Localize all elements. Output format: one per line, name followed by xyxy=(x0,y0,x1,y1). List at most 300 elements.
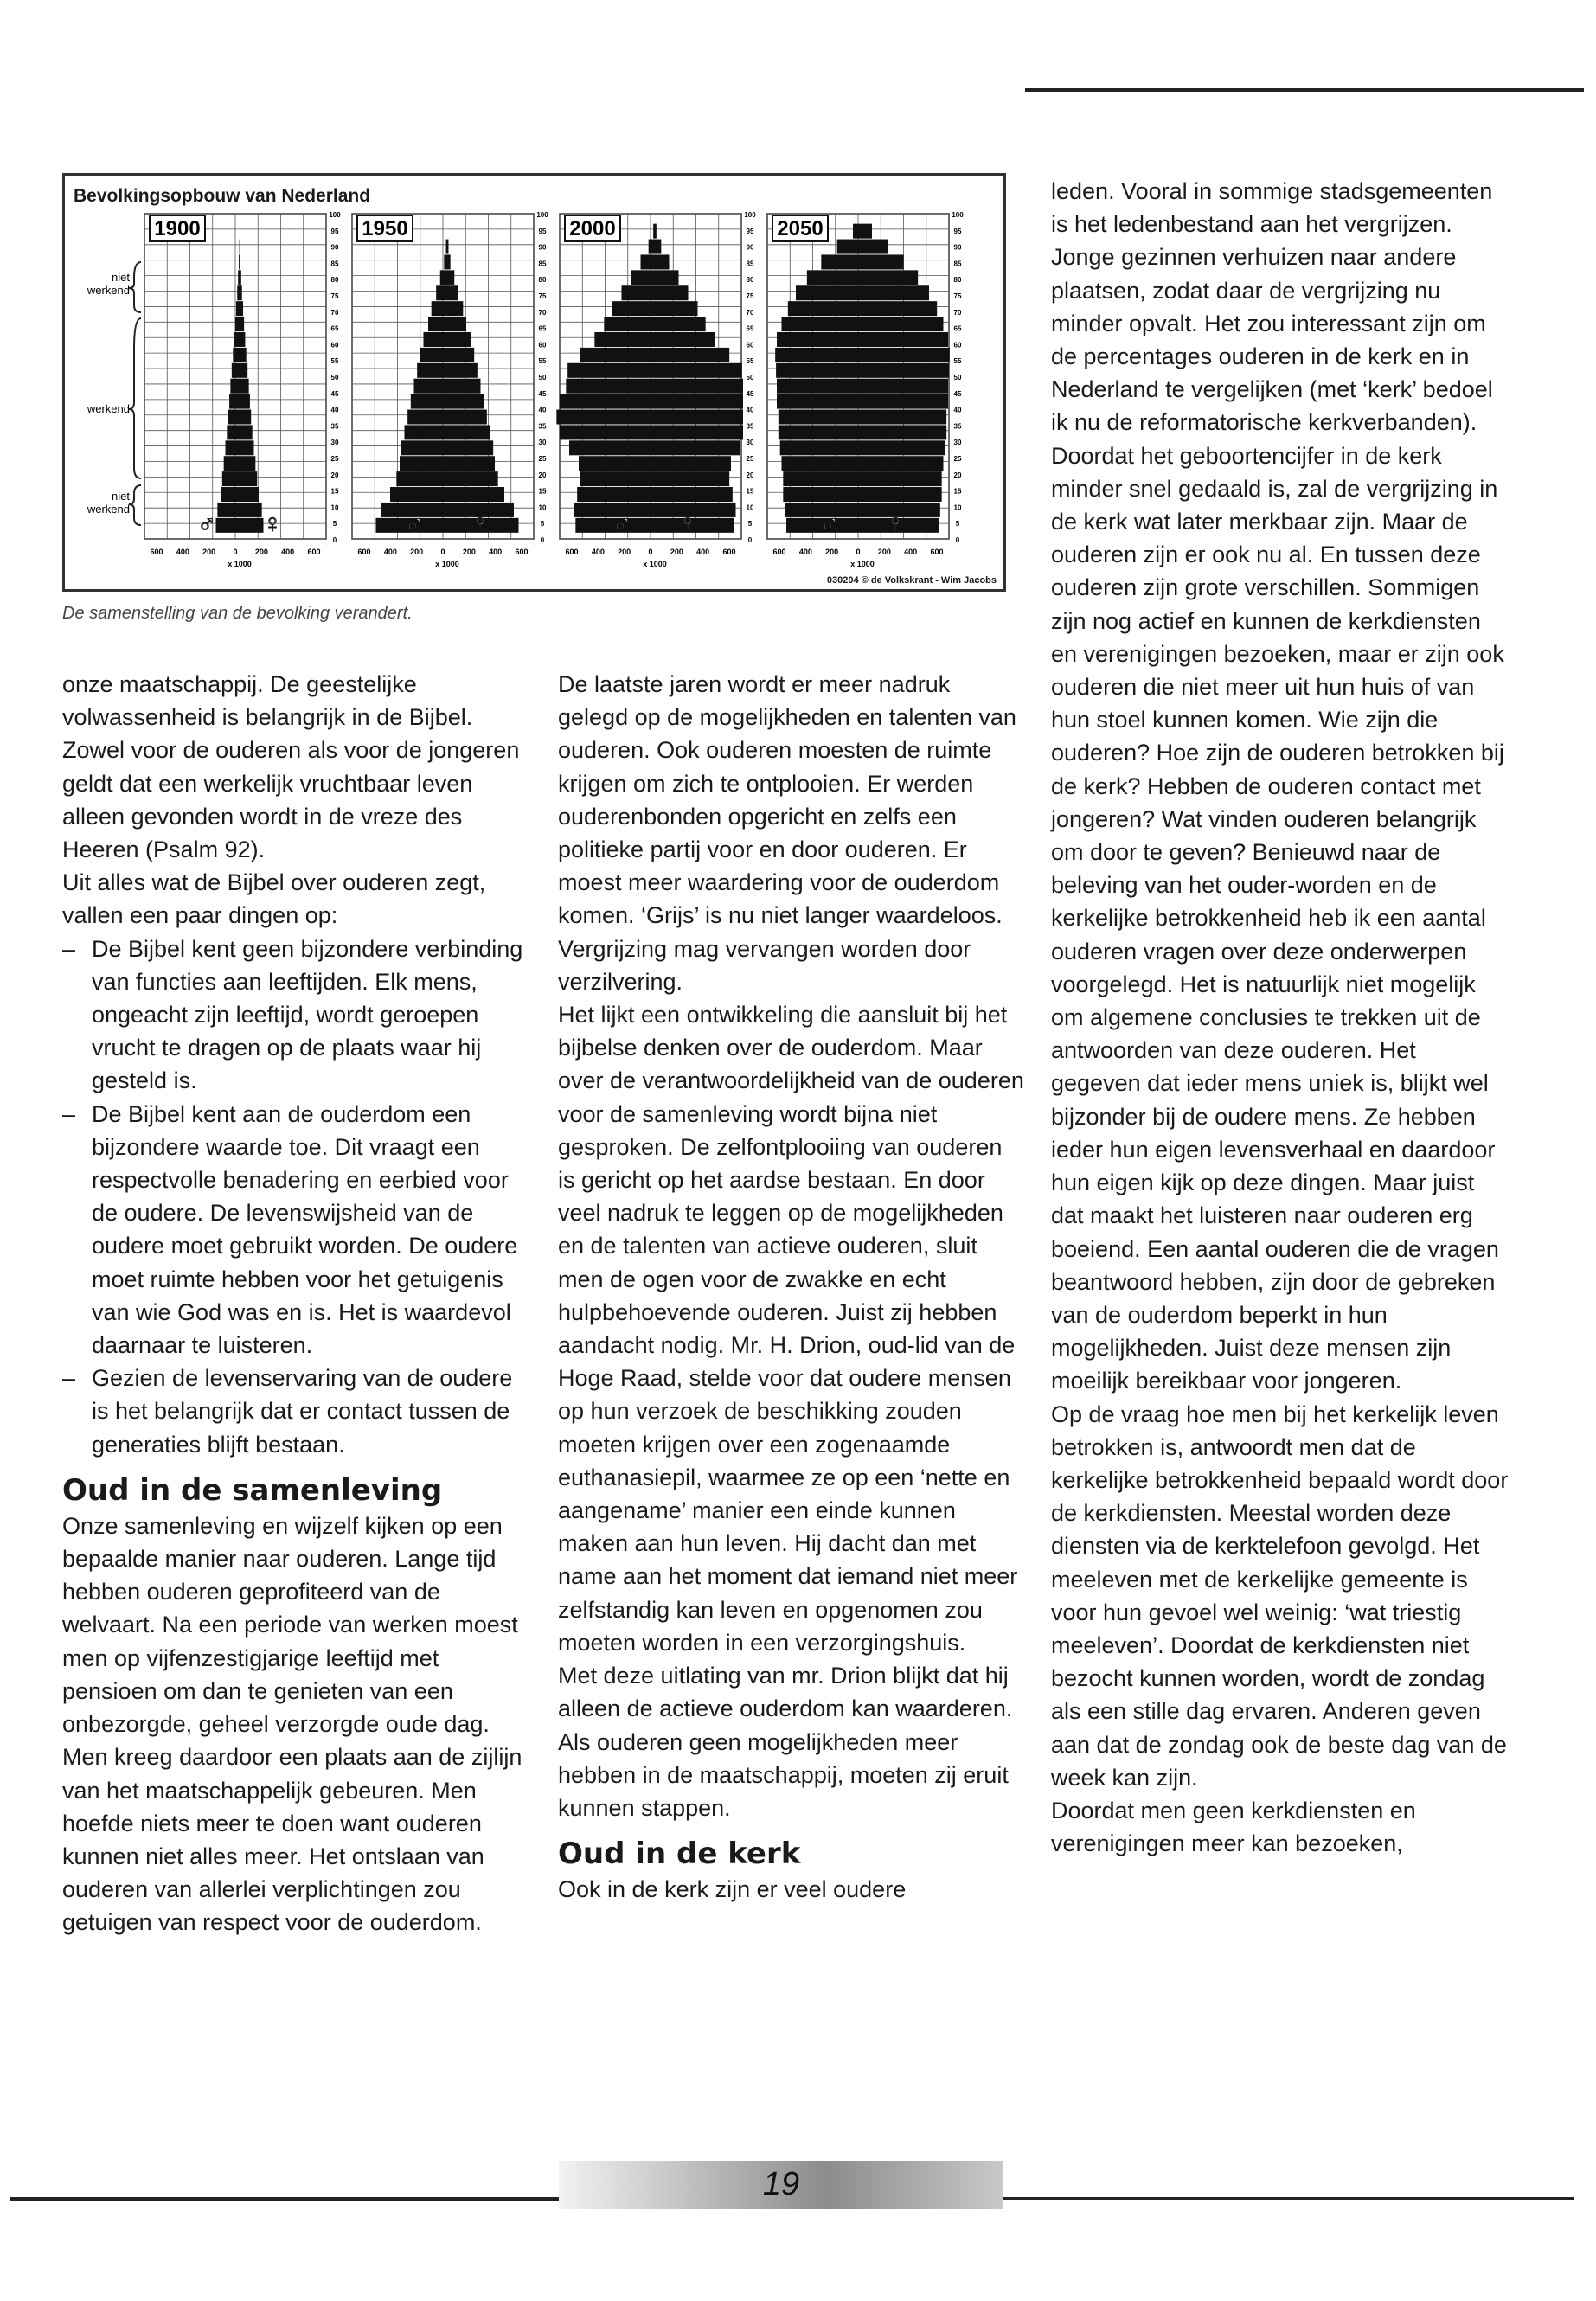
x-tick: 200 xyxy=(670,548,683,556)
x-tick: 600 xyxy=(722,548,736,556)
bar-female xyxy=(655,348,729,362)
bar-female xyxy=(862,440,945,455)
age-tick: 60 xyxy=(538,341,547,349)
bar-female xyxy=(655,285,689,300)
bar-male xyxy=(796,285,862,300)
col3-paragraph-3: Doordat men geen kerkdiensten en verenigingen meer kan bezoeken, xyxy=(1051,1797,1416,1857)
age-tick: 55 xyxy=(330,357,339,366)
age-tick: 10 xyxy=(330,503,339,512)
bar-male xyxy=(436,285,447,300)
label-niet-top-2: werkend xyxy=(87,284,130,297)
bar-male xyxy=(232,363,240,378)
bar-female xyxy=(862,425,946,439)
x-tick: 600 xyxy=(150,548,163,556)
age-tick: 25 xyxy=(953,455,962,463)
bar-female xyxy=(240,456,255,471)
bar-male xyxy=(782,456,863,471)
bar-male xyxy=(777,394,862,409)
age-tick: 55 xyxy=(538,357,547,366)
x-tick: 600 xyxy=(565,548,579,556)
age-tick: 95 xyxy=(746,227,754,235)
x-tick: 200 xyxy=(410,548,424,556)
bar-female xyxy=(862,254,904,269)
bar-male xyxy=(837,240,862,254)
heading-oud-in-de-kerk: Oud in de kerk xyxy=(558,1836,801,1872)
age-tick: 70 xyxy=(746,308,754,317)
col1-paragraph-1: onze maatschappij. De geestelijke volwassenheid is belangrijk in de Bijbel. Zowel voor de ouderen als voor de jongeren geldt dat een werkelijk vruchtbaar leven alleen gevonden wordt in de vreze des Heeren (Psalm 92). xyxy=(62,671,520,863)
x-tick: 400 xyxy=(904,548,918,556)
bar-male xyxy=(779,409,862,424)
age-tick: 20 xyxy=(746,471,754,479)
bar-female xyxy=(240,348,247,362)
list-item: – De Bijbel kent aan de ouderdom een bijzondere waarde toe. Dit vraagt een respectvolle benadering en eerbied voor de oudere. De levenswijsheid van de oudere moet gebruikt worden. De oudere moet ruimte hebben voor het getuigenis van wie God was en is. Het is waardevol daarnaar te luisteren. xyxy=(62,1098,529,1362)
bar-male xyxy=(853,224,862,239)
female-symbol: ♀ xyxy=(677,510,698,538)
age-tick: 75 xyxy=(538,292,547,300)
age-tick: 45 xyxy=(953,389,962,398)
age-tick: 15 xyxy=(330,487,339,496)
x-tick: 400 xyxy=(798,548,812,556)
figure-credit: 030204 © de Volkskrant - Wim Jacobs xyxy=(826,575,997,586)
x-unit: x 1000 xyxy=(435,560,459,568)
figure-caption: De samenstelling van de bevolking verandert. xyxy=(62,604,413,623)
bar-male xyxy=(234,332,240,347)
age-tick: 95 xyxy=(538,227,547,235)
age-tick: 90 xyxy=(330,243,339,252)
brace-top xyxy=(129,262,141,312)
bar-male xyxy=(807,270,862,285)
bar-female xyxy=(655,425,750,439)
bar-female xyxy=(655,363,742,378)
age-tick: 70 xyxy=(330,308,339,317)
bar-female xyxy=(240,317,244,331)
bar-male xyxy=(622,285,656,300)
bar-female xyxy=(655,487,733,502)
x-tick: 400 xyxy=(281,548,295,556)
age-tick: 80 xyxy=(746,276,754,285)
x-tick: 0 xyxy=(856,548,861,556)
x-tick: 0 xyxy=(233,548,238,556)
bar-male xyxy=(782,317,863,331)
bar-female xyxy=(447,409,487,424)
age-tick: 10 xyxy=(746,503,754,512)
bar-male xyxy=(236,301,240,316)
bar-female xyxy=(240,440,254,455)
age-tick: 25 xyxy=(746,455,754,463)
col1-list xyxy=(62,933,529,1461)
x-tick: 600 xyxy=(772,548,786,556)
bar-male xyxy=(417,363,447,378)
bar-male xyxy=(783,487,862,502)
bar-female xyxy=(240,425,253,439)
age-tick: 10 xyxy=(538,503,547,512)
bar-female xyxy=(862,363,949,378)
x-tick: 600 xyxy=(515,548,529,556)
bar-female xyxy=(655,471,729,486)
bar-male xyxy=(567,363,655,378)
bar-male xyxy=(569,440,655,455)
x-tick: 200 xyxy=(254,548,268,556)
x-tick: 600 xyxy=(930,548,944,556)
bar-female xyxy=(862,379,948,394)
bar-female xyxy=(240,487,259,502)
bar-female xyxy=(240,379,249,394)
bar-male xyxy=(783,471,862,486)
bar-female xyxy=(447,270,454,285)
female-symbol: ♀ xyxy=(470,510,490,538)
page-number: 19 xyxy=(762,2166,800,2202)
brace-bottom xyxy=(129,485,141,525)
bar-female xyxy=(447,240,448,254)
bar-male xyxy=(401,440,447,455)
age-tick: 45 xyxy=(746,389,754,398)
col2-paragraph-2: Het lijkt een ontwikkeling die aansluit bij het bijbelse denken over de ouderdom. Maar over de verantwoordelijkheid van de ouderen voor de samenleving wordt bijna niet gesproken. De zelfontplooiing van ouderen is gericht op het aardse bestaan. En door veel nadruk te leggen op de mogelijkheden en de talenten van actieve ouderen, sluit men de ogen voor de zwakke en echt hulpbehoevende ouderen. Juist zij hebben aandacht nodig. Mr. H. Drion, oud-lid van de Hoge Raad, stelde voor dat oudere mensen op hun verzoek de beschikking zouden moeten krijgen over een zogenaamde euthanasiepil, waarmee ze op een ‘nette en aangename’ manier een einde kunnen maken aan hun leven. Hij dacht dan met name aan het moment dat iemand niet meer zelfstandig kan leven en opgenomen zou moeten worden in een verzorgingshuis. xyxy=(558,1002,1024,1656)
x-tick: 400 xyxy=(383,548,397,556)
bar-female xyxy=(862,270,918,285)
age-tick: 65 xyxy=(746,324,754,333)
age-tick: 75 xyxy=(953,292,962,300)
bar-female xyxy=(240,270,241,285)
age-tick: 40 xyxy=(746,406,754,414)
bar-female xyxy=(447,317,466,331)
col3-paragraph-1: leden. Vooral in sommige stadsgemeenten is het ledenbestand aan het vergrijzen. Jonge gezinnen verhuizen naar andere plaatsen, zodat daar de vergrijzing nu minder opvalt. Het zou interessant zijn om de percentages ouderen in de kerk en in Nederland te vergelijken (met ‘kerk’ bedoel ik nu de reformatorische kerkverbanden). Doordat het geboortencijfer in de kerk minder snel gedaald is, zal de vergrijzing in de kerk wat later merkbaar zijn. Maar de ouderen zijn er ook nu al. En tussen deze ouderen zijn grote verschillen. Sommigen zijn nog actief en kunnen de kerkdiensten en verenigingen bezoeken, maar er zijn ook ouderen die niet meer uit hun huis of van hun stoel kunnen komen. Wie zijn die ouderen? Hoe zijn de ouderen betrokken bij de kerk? Hebben de ouderen contact met jongeren? Wat vinden ouderen belangrijk om door te geven? Benieuwd naar de beleving van het ouder-worden en de kerkelijke betrokkenheid heb ik een aantal ouderen vragen over deze onderwerpen voorgelegd. Het is natuurlijk niet mogelijk om algemene conclusies te trekken uit de antwoorden van deze ouderen. Het gegeven dat ieder mens uniek is, blijkt wel bijzonder bij de oudere mens. Ze hebben ieder hun eigen levensverhaal en daardoor hun eigen kijk op deze dingen. Maar juist dat maakt het luisteren naar ouderen erg boeiend. Een aantal ouderen die de vragen beantwoord hebben, zijn door de gebreken van de ouderdom beperkt in hun mogelijkheden. Juist deze mensen zijn moeilijk bereikbaar voor jongeren. xyxy=(1051,178,1504,1394)
age-tick: 5 xyxy=(747,520,753,529)
bar-male xyxy=(653,224,655,239)
bar-male xyxy=(217,503,240,517)
bar-male xyxy=(396,471,447,486)
age-tick: 70 xyxy=(953,308,962,317)
bar-female xyxy=(655,240,661,254)
bar-male xyxy=(233,348,240,362)
brace-mid xyxy=(129,318,141,478)
bar-male xyxy=(230,379,240,394)
age-tick: 20 xyxy=(538,471,547,479)
age-tick: 15 xyxy=(746,487,754,496)
age-tick: 35 xyxy=(746,422,754,431)
bottom-rule-right xyxy=(1003,2197,1574,2200)
age-tick: 60 xyxy=(953,341,962,349)
bar-female xyxy=(862,456,944,471)
age-tick: 40 xyxy=(330,406,339,414)
bar-female xyxy=(447,394,484,409)
age-tick: 40 xyxy=(538,406,547,414)
top-rule xyxy=(1025,88,1584,92)
x-tick: 0 xyxy=(440,548,445,556)
list-item: – De Bijbel kent geen bijzondere verbinding van functies aan leeftijden. Elk mens, ongeacht zijn leeftijd, wordt geroepen vrucht te dragen op de plaats waar hij gesteld is. xyxy=(62,933,529,1098)
column-1 xyxy=(62,668,529,1939)
bar-female xyxy=(862,317,944,331)
bar-female xyxy=(655,406,754,424)
population-figure xyxy=(62,173,1006,592)
age-tick: 65 xyxy=(330,324,339,333)
bar-male xyxy=(776,363,862,378)
col1-paragraph-3: Onze samenleving en wijzelf kijken op een bepaalde manier naar ouderen. Lange tijd hebben ouderen geprofiteerd van de welvaart. Na een periode van werken moest men op vijfenzestigjarige leeftijd met pensioen om dan te genieten van een onbezorgde, geheel verzorgde oude dag. Men kreeg daardoor een plaats aan de zijlijn van het maatschappelijk gebeuren. Men hoefde niets meer te doen want ouderen kunnen niet alles meer. Het ontslaan van ouderen van allerlei verplichtingen zou getuigen van respect voor de ouderdom. xyxy=(62,1512,522,1936)
female-symbol: ♀ xyxy=(262,510,283,538)
col2-paragraph-1: De laatste jaren wordt er meer nadruk gelegd op de mogelijkheden en talenten van ouderen. Ook ouderen moesten de ruimte krijgen om zich te ontplooien. Er werden ouderenbonden opgericht en zelfs een politieke partij voor en door ouderen. Er moest meer waardering voor de ouderdom komen. ‘Grijs’ is nu niet langer waardeloos. Vergrijzing mag vervangen worden door verzilvering. xyxy=(558,671,1016,995)
bar-male xyxy=(580,348,655,362)
age-tick: 0 xyxy=(540,536,545,544)
age-tick: 55 xyxy=(953,357,962,366)
age-tick: 90 xyxy=(746,243,754,252)
bar-female xyxy=(447,363,478,378)
x-tick: 200 xyxy=(618,548,631,556)
bar-male xyxy=(235,317,240,331)
bar-male xyxy=(604,317,655,331)
age-tick: 80 xyxy=(330,276,339,285)
bar-male xyxy=(420,348,447,362)
age-tick: 0 xyxy=(955,536,960,544)
bar-female xyxy=(655,301,698,316)
age-tick: 30 xyxy=(538,439,547,447)
bar-female xyxy=(862,348,950,362)
x-unit: x 1000 xyxy=(850,560,875,568)
bar-female xyxy=(655,254,670,269)
age-tick: 40 xyxy=(953,406,962,414)
x-tick: 200 xyxy=(202,548,216,556)
bar-male xyxy=(641,254,656,269)
bar-male xyxy=(777,379,862,394)
bar-female xyxy=(447,332,471,347)
bar-male xyxy=(226,440,240,455)
bar-female xyxy=(862,394,948,409)
age-tick: 65 xyxy=(953,324,962,333)
age-tick: 0 xyxy=(332,536,337,544)
bar-male xyxy=(566,379,655,394)
bar-male xyxy=(440,270,447,285)
male-symbol: ♂ xyxy=(404,510,425,538)
bar-female xyxy=(447,487,504,502)
age-tick: 45 xyxy=(330,389,339,398)
age-tick: 100 xyxy=(329,211,341,219)
label-niet-bottom-2: werkend xyxy=(87,503,130,516)
male-symbol: ♂ xyxy=(196,510,217,538)
bar-female xyxy=(655,270,679,285)
bar-male xyxy=(631,270,656,285)
x-tick: 400 xyxy=(591,548,605,556)
list-item: – Gezien de levenservaring van de oudere is het belangrijk dat er contact tussen de generaties blijft bestaan. xyxy=(62,1362,529,1461)
bar-female xyxy=(862,301,937,316)
label-niet-bottom-1: niet xyxy=(112,490,130,503)
age-tick: 50 xyxy=(953,374,962,381)
age-tick: 45 xyxy=(538,389,547,398)
bar-male xyxy=(407,409,447,424)
bar-female xyxy=(240,332,245,347)
age-tick: 95 xyxy=(330,227,339,235)
age-tick: 35 xyxy=(953,422,962,431)
bar-female xyxy=(655,224,657,239)
bar-female xyxy=(447,285,458,300)
bar-female xyxy=(447,471,498,486)
age-tick: 50 xyxy=(330,374,339,381)
x-tick: 200 xyxy=(877,548,891,556)
bar-male xyxy=(411,394,447,409)
bar-female xyxy=(240,409,251,424)
bar-male xyxy=(216,518,240,533)
age-tick: 15 xyxy=(538,487,547,496)
x-tick: 400 xyxy=(176,548,189,556)
bar-female xyxy=(862,471,942,486)
age-tick: 5 xyxy=(540,520,545,529)
bar-male xyxy=(239,254,240,269)
bar-male xyxy=(229,394,240,409)
x-tick: 0 xyxy=(648,548,653,556)
year-label: 1950 xyxy=(362,217,408,240)
x-unit: x 1000 xyxy=(643,560,667,568)
bar-female xyxy=(240,363,247,378)
age-tick: 30 xyxy=(953,439,962,447)
side-labels xyxy=(87,262,141,525)
age-tick: 60 xyxy=(746,341,754,349)
bar-female xyxy=(240,301,243,316)
bar-female xyxy=(655,332,715,347)
bar-female xyxy=(655,440,740,455)
bar-male xyxy=(432,301,447,316)
bar-male xyxy=(577,487,655,502)
bar-male xyxy=(788,301,862,316)
bar-male xyxy=(649,240,655,254)
age-tick: 100 xyxy=(536,211,548,219)
bar-female xyxy=(655,317,706,331)
age-tick: 20 xyxy=(330,471,339,479)
page-number-bar xyxy=(559,2161,1003,2209)
age-tick: 90 xyxy=(953,243,962,252)
age-tick: 10 xyxy=(953,503,962,512)
x-tick: 600 xyxy=(357,548,371,556)
bar-male xyxy=(594,332,655,347)
x-tick: 200 xyxy=(825,548,839,556)
bar-male xyxy=(775,348,862,362)
age-tick: 0 xyxy=(747,536,753,544)
bar-female xyxy=(447,301,463,316)
bar-female xyxy=(447,379,481,394)
bar-female xyxy=(862,285,929,300)
col2-paragraph-4: Ook in de kerk zijn er veel oudere xyxy=(558,1876,907,1903)
bar-female xyxy=(240,518,264,533)
bar-male xyxy=(237,285,240,300)
bar-male xyxy=(779,425,862,439)
age-tick: 80 xyxy=(953,276,962,285)
bar-female xyxy=(240,503,262,517)
bar-male xyxy=(428,317,447,331)
bar-female xyxy=(862,224,872,239)
age-tick: 100 xyxy=(952,211,964,219)
year-label: 1900 xyxy=(154,217,201,240)
age-tick: 75 xyxy=(330,292,339,300)
col3-paragraph-2: Op de vraag hoe men bij het kerkelijk leven betrokken is, antwoordt men dat de kerkelijke betrokkenheid bepaald wordt door de kerkdiensten. Meestal worden deze diensten via de kerktelefoon gevolgd. Het meeleven met de kerkelijke gemeente is voor hun gevoel wel weinig: ‘wat triestig meeleven’. Doordat de kerkdiensten niet bezocht kunnen worden, wordt de zondag als een stille dag ervaren. Anderen geven aan dat de zondag ook de beste dag van de week kan zijn. xyxy=(1051,1400,1509,1791)
bar-male xyxy=(579,456,655,471)
age-tick: 55 xyxy=(746,357,754,366)
bar-female xyxy=(655,379,744,394)
bar-female xyxy=(862,487,942,502)
bar-male xyxy=(446,240,447,254)
age-tick: 80 xyxy=(538,276,547,285)
x-tick: 400 xyxy=(489,548,503,556)
age-tick: 20 xyxy=(953,471,962,479)
bar-male xyxy=(777,332,862,347)
age-tick: 25 xyxy=(330,455,339,463)
bar-male xyxy=(444,254,447,269)
year-label: 2050 xyxy=(777,217,824,240)
bar-male xyxy=(400,456,447,471)
col1-paragraph-2: Uit alles wat de Bijbel over ouderen zegt, vallen een paar dingen op: xyxy=(62,869,486,929)
bar-female xyxy=(862,240,888,254)
x-unit: x 1000 xyxy=(228,560,252,568)
age-tick: 85 xyxy=(953,260,962,268)
x-tick: 600 xyxy=(307,548,321,556)
year-label: 2000 xyxy=(569,217,616,240)
bar-male xyxy=(414,379,448,394)
bar-male xyxy=(222,471,240,486)
age-tick: 100 xyxy=(744,211,756,219)
figure-title: Bevolkingsopbouw van Nederland xyxy=(74,186,371,206)
bar-male xyxy=(560,394,655,409)
age-tick: 5 xyxy=(332,520,337,529)
age-tick: 60 xyxy=(330,341,339,349)
bar-female xyxy=(862,332,948,347)
bar-female xyxy=(862,409,946,424)
label-niet-top-1: niet xyxy=(112,271,130,284)
column-3 xyxy=(1051,175,1509,1860)
age-tick: 65 xyxy=(538,324,547,333)
bar-male xyxy=(238,270,240,285)
bar-male xyxy=(227,425,240,439)
age-tick: 15 xyxy=(953,487,962,496)
bottom-rule-left xyxy=(10,2197,559,2201)
age-tick: 85 xyxy=(746,260,754,268)
bar-male xyxy=(560,425,655,439)
age-tick: 35 xyxy=(538,422,547,431)
age-tick: 30 xyxy=(746,439,754,447)
bar-female xyxy=(447,440,493,455)
bar-female xyxy=(447,456,495,471)
age-tick: 85 xyxy=(538,260,547,268)
bar-female xyxy=(240,394,250,409)
col2-paragraph-3: Met deze uitlating van mr. Drion blijkt dat hij alleen de actieve ouderdom kan waarderen. Als ouderen geen mogelijkheden meer hebben in de maatschappij, moeten zij eruit kunnen stappen. xyxy=(558,1663,1013,1821)
age-tick: 50 xyxy=(746,374,754,381)
bar-male xyxy=(580,471,655,486)
bar-female xyxy=(240,471,257,486)
age-tick: 30 xyxy=(330,439,339,447)
bar-female xyxy=(447,348,474,362)
bar-male xyxy=(821,254,862,269)
age-tick: 35 xyxy=(330,422,339,431)
age-tick: 95 xyxy=(953,227,962,235)
heading-oud-in-de-samenleving: Oud in de samenleving xyxy=(62,1472,443,1508)
bar-male xyxy=(221,487,240,502)
age-tick: 25 xyxy=(538,455,547,463)
bar-female xyxy=(447,425,490,439)
x-tick: 200 xyxy=(462,548,476,556)
age-tick: 75 xyxy=(746,292,754,300)
bar-female xyxy=(240,285,242,300)
label-werkend: werkend xyxy=(87,402,130,415)
bar-male xyxy=(612,301,656,316)
bar-male xyxy=(405,425,448,439)
age-tick: 70 xyxy=(538,308,547,317)
bar-female xyxy=(655,394,750,409)
age-tick: 50 xyxy=(538,374,547,381)
age-tick: 85 xyxy=(330,260,339,268)
male-symbol: ♂ xyxy=(819,510,840,538)
bar-female xyxy=(655,456,731,471)
bar-male xyxy=(780,440,862,455)
age-tick: 5 xyxy=(955,520,960,529)
female-symbol: ♀ xyxy=(885,510,906,538)
bar-male xyxy=(228,409,240,424)
bar-male xyxy=(224,456,240,471)
bar-male xyxy=(424,332,448,347)
column-2 xyxy=(558,668,1025,1906)
